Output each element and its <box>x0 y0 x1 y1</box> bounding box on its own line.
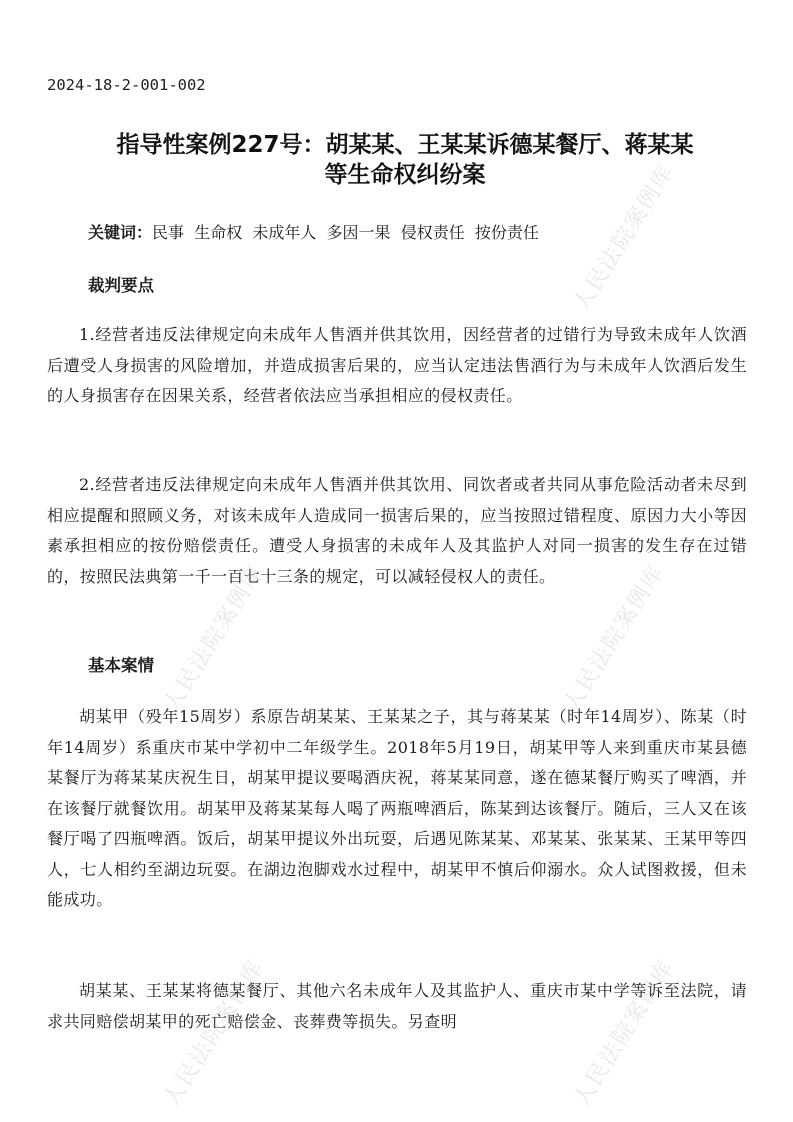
keywords-label: 关键词： <box>88 223 153 242</box>
watermark: 人民法院案例库 <box>569 955 680 1111</box>
watermark: 人民法院案例库 <box>159 560 270 716</box>
facts-paragraph-2: 胡某某、王某某将德某餐厅、其他六名未成年人及其监护人、重庆市某中学等诉至法院，请求共同赔偿胡某甲的死亡赔偿金、丧葬费等损失。另查明 <box>47 981 747 1031</box>
section-heading-judgment: 裁判要点 <box>88 276 154 295</box>
document-number: 2024-18-2-001-002 <box>47 76 206 94</box>
title-line-1: 指导性案例227号：胡某某、王某某诉德某餐厅、蒋某某 <box>116 132 694 158</box>
section-heading-facts: 基本案情 <box>88 656 154 675</box>
watermark: 人民法院案例库 <box>159 955 270 1111</box>
judgment-point-1: 1.经营者违反法律规定向未成年人售酒并供其饮用，因经营者的过错行为导致未成年人饮酒后遭受人身损害的风险增加，并造成损害后果的，应当认定违法售酒行为与未成年人饮酒后发生的人身损害存在因果关系，经营者依法应当承担相应的侵权责任。 <box>47 325 747 405</box>
keywords-text: 民事 生命权 未成年人 多因一果 侵权责任 按份责任 <box>152 223 539 242</box>
facts-paragraph-1: 胡某甲（殁年15周岁）系原告胡某某、王某某之子，其与蒋某某（时年14周岁）、陈某（时年14周岁）系重庆市某中学初中二年级学生。2018年5月19日，胡某甲等人来到重庆市某县德某餐厅为蒋某某庆祝生日，胡某甲提议要喝酒庆祝，蒋某某同意，遂在德某餐厅购买了啤酒，并在该餐厅就餐饮用。胡某甲及蒋某某每人喝了两瓶啤酒后，陈某到达该餐厅。随后，三人又在该餐厅喝了四瓶啤酒。饭后，胡某甲提议外出玩耍，后遇见陈某某、邓某某、张某某、王某甲等四人，七人相约至湖边玩耍。在湖边泡脚戏水过程中，胡某甲不慎后仰溺水。众人试图救援，但未能成功。 <box>47 707 747 909</box>
keywords-line <box>88 220 539 243</box>
judgment-point-2: 2.经营者违反法律规定向未成年人售酒并供其饮用、同饮者或者共同从事危险活动者未尽到相应提醒和照顾义务，对该未成年人造成同一损害后果的，应当按照过错程度、原因力大小等因素承担相应的按份赔偿责任。遭受人身损害的未成年人及其监护人对同一损害的发生存在过错的，按照民法典第一千一百七十三条的规定，可以减轻侵权人的责任。 <box>47 475 747 586</box>
watermark: 人民法院案例库 <box>559 560 670 716</box>
watermark: 人民法院案例库 <box>569 160 680 316</box>
title-line-2: 等生命权纠纷案 <box>324 162 486 188</box>
page-title <box>60 130 750 190</box>
